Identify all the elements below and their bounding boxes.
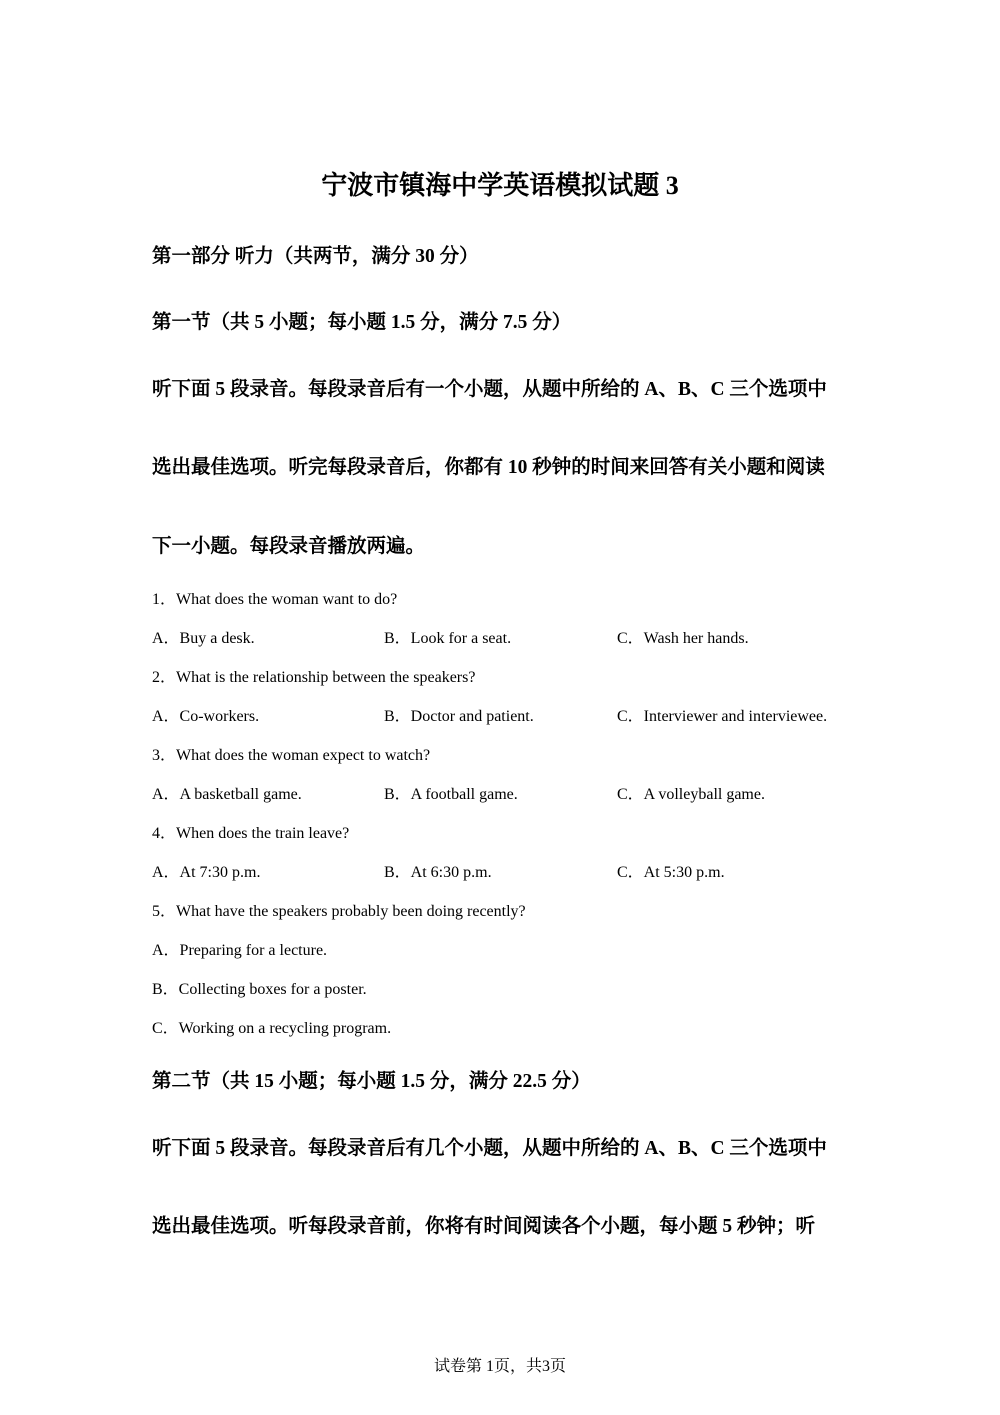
question-stem: 2．What is the relationship between the speakers? xyxy=(152,669,476,686)
part1-heading: 第一部分 听力（共两节，满分 30 分） xyxy=(152,246,479,267)
option-b: B．A football game. xyxy=(384,786,518,803)
option-b: B．Look for a seat. xyxy=(384,630,512,647)
question-stem: 5．What have the speakers probably been doing recently? xyxy=(152,903,526,920)
option-a: A．A basketball game. xyxy=(152,786,302,803)
question-stem: 4．When does the train leave? xyxy=(152,825,350,842)
option-c: C．Working on a recycling program. xyxy=(152,1020,392,1037)
section1-instruction-line: 选出最佳选项。听完每段录音后，你都有 10 秒钟的时间来回答有关小题和阅读 xyxy=(152,457,825,478)
question-stem: 1．What does the woman want to do? xyxy=(152,591,398,608)
option-c: C．Interviewer and interviewee. xyxy=(617,708,828,725)
option-c: C．A volleyball game. xyxy=(617,786,765,803)
section1-instruction-line: 听下面 5 段录音。每段录音后有一个小题，从题中所给的 A、B、C 三个选项中 xyxy=(152,379,827,400)
exam-title: 宁波市镇海中学英语模拟试题 3 xyxy=(321,171,679,200)
option-c: C．At 5:30 p.m. xyxy=(617,864,725,881)
section2-heading: 第二节（共 15 小题；每小题 1.5 分，满分 22.5 分） xyxy=(152,1071,591,1092)
option-a: A．Buy a desk. xyxy=(152,630,255,647)
section1-heading: 第一节（共 5 小题；每小题 1.5 分，满分 7.5 分） xyxy=(152,312,572,333)
option-b: B．Collecting boxes for a poster. xyxy=(152,981,367,998)
option-a: A．Preparing for a lecture. xyxy=(152,942,328,959)
question-stem: 3．What does the woman expect to watch? xyxy=(152,747,431,764)
option-a: A．At 7:30 p.m. xyxy=(152,864,261,881)
option-a: A．Co-workers. xyxy=(152,708,260,725)
section2-instruction-line: 选出最佳选项。听每段录音前，你将有时间阅读各个小题，每小题 5 秒钟；听 xyxy=(152,1216,816,1237)
option-b: B．At 6:30 p.m. xyxy=(384,864,492,881)
section2-instruction-line: 听下面 5 段录音。每段录音后有几个小题，从题中所给的 A、B、C 三个选项中 xyxy=(152,1138,827,1159)
option-b: B．Doctor and patient. xyxy=(384,708,534,725)
section1-instruction-line: 下一小题。每段录音播放两遍。 xyxy=(152,536,426,557)
option-c: C．Wash her hands. xyxy=(617,630,749,647)
page-footer: 试卷第 1页，共3页 xyxy=(433,1358,566,1375)
